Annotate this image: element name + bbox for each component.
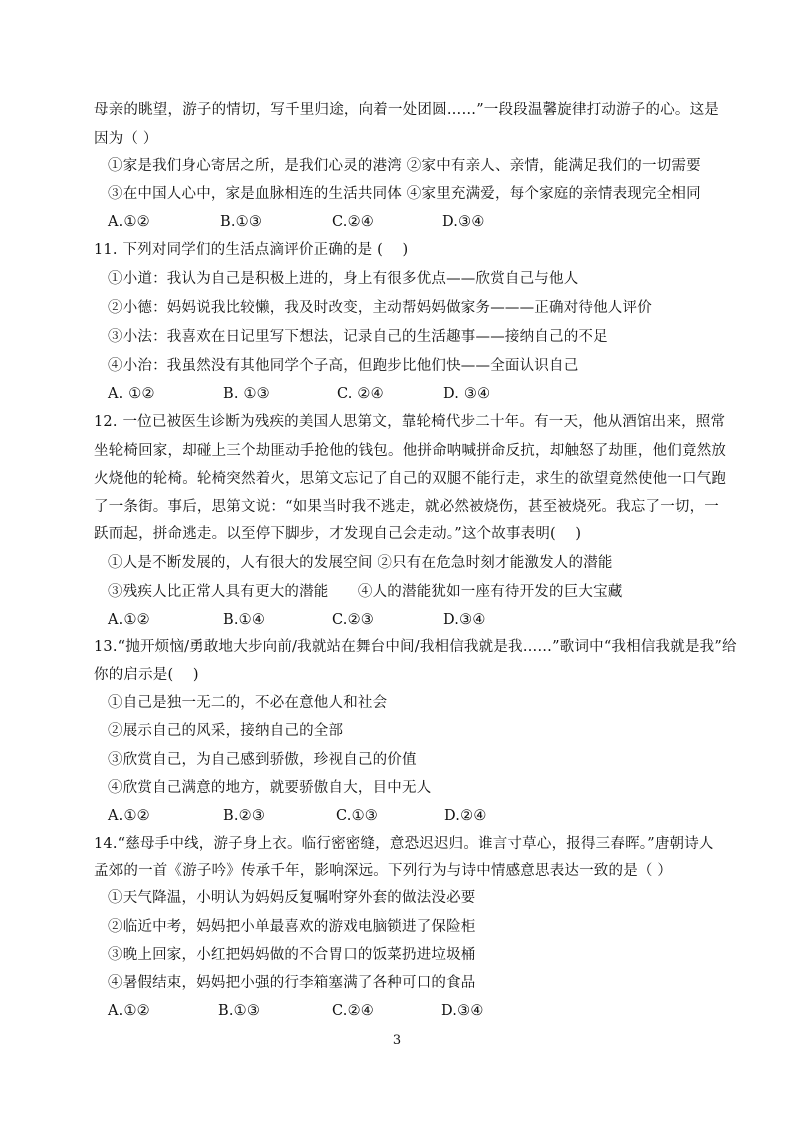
q10-choice-c: C.②④ bbox=[332, 214, 374, 230]
q14-stem-line-1: 14.“慈母手中线，游子身上衣。临行密密缝，意恐迟迟归。谁言寸草心，报得三春晖。”唐朝诗人 bbox=[94, 836, 714, 852]
q13-choice-d: D.②④ bbox=[444, 808, 487, 824]
q12-stem-line-5: 跃而起，拼命逃走。以至停下脚步，才发现自己会走动。”这个故事表明( ) bbox=[94, 526, 582, 542]
q14-option-2: ②临近中考，妈妈把小单最喜欢的游戏电脑锁进了保险柜 bbox=[108, 919, 476, 935]
q14-option-3: ③晚上回家，小红把妈妈做的不合胃口的饭菜扔进垃圾桶 bbox=[108, 947, 476, 963]
q12-option-line-1: ①人是不断发展的，人有很大的发展空间 ②只有在危急时刻才能激发人的潜能 bbox=[108, 555, 613, 571]
q12-stem-line-1: 12. 一位已被医生诊断为残疾的美国人思第文，靠轮椅代步二十年。有一天，他从酒馆出来，照常 bbox=[94, 414, 726, 430]
q11-option-4: ④小治：我虽然没有其他同学个子高，但跑步比他们快——全面认识自己 bbox=[108, 358, 579, 374]
q10-stem-line-1: 母亲的眺望，游子的情切，写千里归途，向着一处团圆……”一段段温馨旋律打动游子的心。这是 bbox=[94, 102, 720, 118]
q10-choice-a: A.①② bbox=[108, 214, 150, 230]
q13-option-1: ①自己是独一无二的，不必在意他人和社会 bbox=[108, 695, 388, 711]
q12-option-line-2: ③残疾人比正常人具有更大的潜能 ④人的潜能犹如一座有待开发的巨大宝藏 bbox=[108, 584, 623, 600]
q14-choice-d: D.③④ bbox=[441, 1003, 484, 1019]
q12-stem-line-2: 坐轮椅回家，却碰上三个劫匪动手抢他的钱包。他拼命呐喊拼命反抗，却触怒了劫匪，他们竟然放 bbox=[94, 443, 727, 459]
q14-choice-a: A.①② bbox=[108, 1003, 150, 1019]
q12-choice-b: B.①④ bbox=[223, 612, 266, 628]
q13-stem-line-1: 13.“抛开烦恼/勇敢地大步向前/我就站在舞台中间/我相信我就是我……”歌词中“我相信我就是我”给 bbox=[94, 639, 737, 655]
q14-choice-b: B.①③ bbox=[218, 1003, 261, 1019]
q13-choice-a: A.①② bbox=[108, 808, 150, 824]
q13-stem-line-2: 你的启示是( ) bbox=[94, 667, 199, 683]
q14-option-4: ④暑假结束，妈妈把小强的行李箱塞满了各种可口的食品 bbox=[108, 975, 476, 991]
q13-choice-c: C.①③ bbox=[336, 808, 378, 824]
q14-stem-line-2: 孟郊的一首《游子吟》传承千年，影响深远。下列行为与诗中情感意思表达一致的是（ ） bbox=[94, 863, 673, 879]
q11-choice-a: A. ①② bbox=[108, 386, 155, 402]
q11-choice-d: D. ③④ bbox=[443, 386, 491, 402]
q10-choice-d: D.③④ bbox=[442, 214, 485, 230]
page-number: 3 bbox=[392, 1033, 402, 1048]
q13-option-2: ②展示自己的风采，接纳自己的全部 bbox=[108, 723, 344, 739]
q10-option-line-2: ③在中国人心中，家是血脉相连的生活共同体 ④家里充满爱，每个家庭的亲情表现完全相同 bbox=[108, 186, 701, 202]
q10-stem-line-2: 因为（ ） bbox=[94, 131, 158, 147]
q14-choice-c: C.②④ bbox=[332, 1003, 374, 1019]
q11-option-1: ①小道：我认为自己是积极上进的，身上有很多优点——欣赏自己与他人 bbox=[108, 271, 579, 287]
q12-stem-line-4: 了一条街。事后，思第文说：“如果当时我不逃走，就必然被烧伤，甚至被烧死。我忘了一切，一 bbox=[94, 499, 720, 515]
q11-stem: 11. 下列对同学们的生活点滴评价正确的是 ( ) bbox=[94, 242, 409, 258]
q13-option-4: ④欣赏自己满意的地方，就要骄傲自大，目中无人 bbox=[108, 780, 432, 796]
q13-choice-b: B.②③ bbox=[223, 808, 266, 824]
q13-option-3: ③欣赏自己，为自己感到骄傲，珍视自己的价值 bbox=[108, 752, 417, 768]
q14-option-1: ①天气降温，小明认为妈妈反复嘱咐穿外套的做法没必要 bbox=[108, 890, 476, 906]
q10-option-line-1: ①家是我们身心寄居之所，是我们心灵的港湾 ②家中有亲人、亲情，能满足我们的一切需要 bbox=[108, 158, 701, 174]
q12-choice-d: D.③④ bbox=[443, 612, 486, 628]
q12-choice-c: C.②③ bbox=[332, 612, 374, 628]
q12-choice-a: A.①② bbox=[108, 612, 150, 628]
q11-choice-c: C. ②④ bbox=[337, 386, 384, 402]
q10-choice-b: B.①③ bbox=[220, 214, 263, 230]
q11-option-2: ②小德：妈妈说我比较懒，我及时改变，主动帮妈妈做家务———正确对待他人评价 bbox=[108, 300, 652, 316]
q12-stem-line-3: 火烧他的轮椅。轮椅突然着火，思第文忘记了自己的双腿不能行走，求生的欲望竟然使他一口气跑 bbox=[94, 471, 727, 487]
q11-choice-b: B. ①③ bbox=[223, 386, 270, 402]
q11-option-3: ③小法：我喜欢在日记里写下想法，记录自己的生活趣事——接纳自己的不足 bbox=[108, 329, 608, 345]
